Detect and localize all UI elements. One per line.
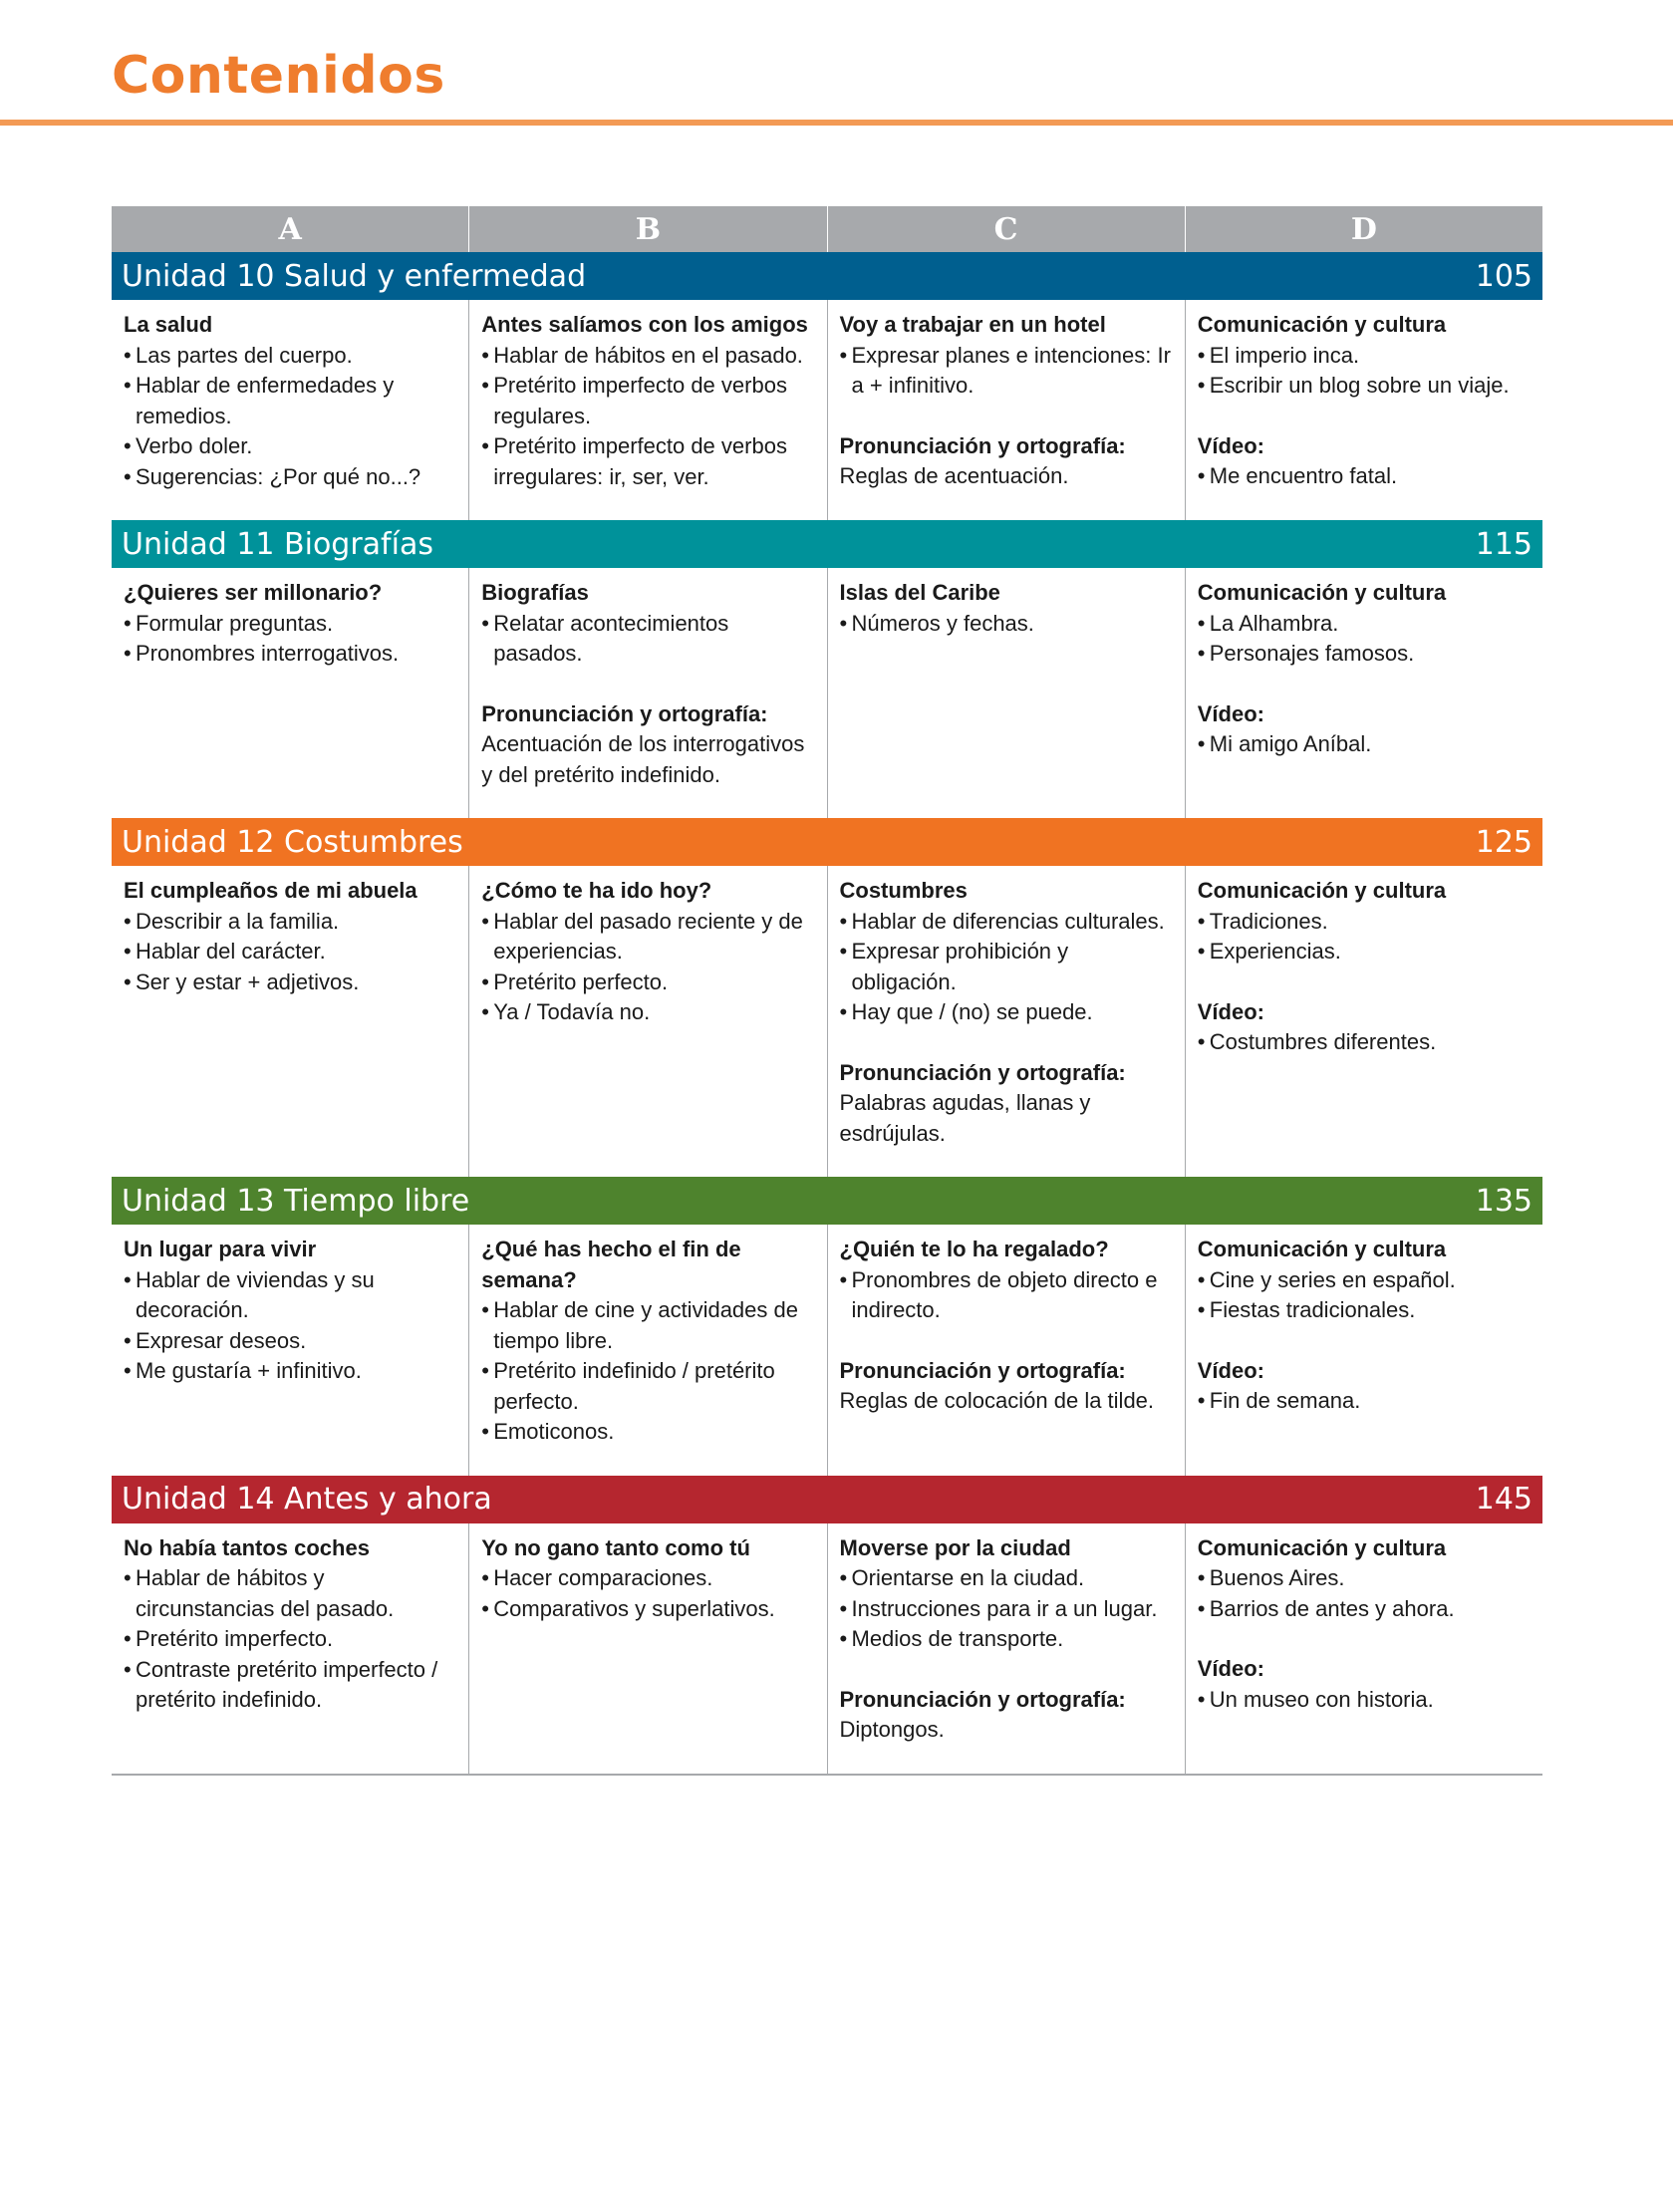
cell-column-c: [827, 568, 1185, 818]
bullet-item: • Hacer comparaciones.: [481, 1563, 814, 1594]
unit-page-number: 105: [1475, 258, 1533, 294]
block-heading: Comunicación y cultura: [1197, 1534, 1447, 1560]
bullet-item: • Me encuentro fatal.: [1198, 461, 1531, 492]
content-block: [840, 1356, 1173, 1417]
unit-content-row: [112, 300, 1542, 520]
unit-section: [112, 520, 1542, 818]
content-block: [840, 1058, 1173, 1150]
block-heading: ¿Quieres ser millonario?: [124, 580, 383, 605]
block-heading: Pronunciación y ortografía:: [839, 1357, 1126, 1383]
block-text: Acentuación de los interrogativos y del pretérito indefinido.: [481, 731, 805, 787]
content-block: [1198, 876, 1531, 968]
bullet-item: • Comparativos y superlativos.: [481, 1594, 814, 1625]
bullet-item: • Un museo con historia.: [1198, 1685, 1531, 1716]
block-heading: ¿Cómo te ha ido hoy?: [481, 878, 712, 903]
bullet-item: • Pretérito imperfecto de verbos irregulares: ir, ser, ver.: [481, 431, 814, 492]
bullet-item: • Hablar de diferencias culturales.: [840, 907, 1173, 938]
bullet-item: • Fiestas tradicionales.: [1198, 1295, 1531, 1326]
block-heading: Costumbres: [839, 878, 968, 903]
bullet-item: • Hablar del carácter.: [124, 937, 456, 968]
column-header-c: C: [827, 206, 1185, 252]
bullet-item: • Expresar prohibición y obligación.: [840, 937, 1173, 997]
bullet-item: • Pretérito imperfecto de verbos regulares.: [481, 371, 814, 431]
bullet-item: • Sugerencias: ¿Por qué no...?: [124, 462, 456, 493]
cell-column-d: [1185, 300, 1542, 520]
unit-content-row: [112, 1523, 1542, 1774]
content-block: [1198, 699, 1531, 760]
content-block: [124, 310, 456, 492]
cell-column-a: [112, 568, 468, 818]
units-list: [112, 252, 1542, 1774]
unit-header-bar: [112, 252, 1542, 300]
content-block: [481, 876, 814, 1028]
bullet-item: • Hablar de hábitos en el pasado.: [481, 341, 814, 372]
unit-content-row: [112, 568, 1542, 818]
block-text: Diptongos.: [839, 1717, 945, 1742]
content-block: [840, 310, 1173, 402]
block-heading: Pronunciación y ortografía:: [839, 1686, 1126, 1712]
cell-column-c: [827, 300, 1185, 520]
content-block: [840, 431, 1173, 492]
block-heading: Moverse por la ciudad: [839, 1534, 1071, 1560]
bullet-item: • La Alhambra.: [1198, 609, 1531, 640]
bullet-item: • Pronombres de objeto directo e indirecto.: [840, 1265, 1173, 1326]
unit-section: [112, 1476, 1542, 1774]
bullet-item: • Instrucciones para ir a un lugar.: [840, 1594, 1173, 1625]
bullet-item: • Tradiciones.: [1198, 907, 1531, 938]
bullet-item: • Cine y series en español.: [1198, 1265, 1531, 1296]
block-heading: ¿Quién te lo ha regalado?: [839, 1237, 1109, 1261]
unit-header-bar: [112, 520, 1542, 568]
block-heading: Pronunciación y ortografía:: [839, 1059, 1126, 1085]
bullet-item: • Ser y estar + adjetivos.: [124, 968, 456, 998]
block-heading: No había tantos coches: [124, 1534, 370, 1560]
content-block: [124, 1235, 456, 1387]
cell-column-a: [112, 1225, 468, 1476]
block-heading: Pronunciación y ortografía:: [481, 700, 768, 726]
cell-column-b: [468, 568, 826, 818]
block-heading: Comunicación y cultura: [1197, 878, 1447, 903]
content-block: [124, 578, 456, 670]
cell-column-a: [112, 866, 468, 1177]
bullet-item: • Medios de transporte.: [840, 1624, 1173, 1655]
block-heading: Voy a trabajar en un hotel: [839, 312, 1106, 337]
block-heading: Un lugar para vivir: [124, 1237, 317, 1261]
content-block: [481, 1235, 814, 1448]
bullet-item: • Orientarse en la ciudad.: [840, 1563, 1173, 1594]
bullet-item: • Hablar de hábitos y circunstancias del pasado.: [124, 1563, 456, 1624]
block-heading: Vídeo:: [1197, 700, 1264, 726]
bullet-item: • Mi amigo Aníbal.: [1198, 729, 1531, 760]
content-block: [124, 876, 456, 997]
cell-column-b: [468, 300, 826, 520]
bullet-item: • Hablar de cine y actividades de tiempo libre.: [481, 1295, 814, 1356]
bullet-item: • Verbo doler.: [124, 431, 456, 462]
unit-title: Unidad 10 Salud y enfermedad: [122, 258, 587, 294]
content-block: [1198, 1533, 1531, 1625]
contents-table: [112, 206, 1542, 1776]
content-block: [1198, 1654, 1531, 1715]
cell-column-c: [827, 866, 1185, 1177]
column-header-d: D: [1185, 206, 1542, 252]
block-heading: Vídeo:: [1197, 1357, 1264, 1383]
block-heading: Pronunciación y ortografía:: [839, 432, 1126, 458]
cell-column-c: [827, 1225, 1185, 1476]
unit-page-number: 145: [1475, 1482, 1533, 1517]
bullet-item: • Pronombres interrogativos.: [124, 639, 456, 670]
block-heading: Islas del Caribe: [839, 580, 1000, 605]
unit-section: [112, 252, 1542, 520]
unit-title: Unidad 14 Antes y ahora: [122, 1482, 492, 1517]
block-heading: Comunicación y cultura: [1197, 312, 1447, 337]
block-heading: Comunicación y cultura: [1197, 580, 1447, 605]
bullet-item: • Hablar del pasado reciente y de experiencias.: [481, 907, 814, 968]
bullet-item: • Personajes famosos.: [1198, 639, 1531, 670]
bullet-item: • Contraste pretérito imperfecto / pretérito indefinido.: [124, 1655, 456, 1716]
cell-column-d: [1185, 1523, 1542, 1774]
content-block: [1198, 578, 1531, 670]
cell-column-c: [827, 1523, 1185, 1774]
unit-header-bar: [112, 1476, 1542, 1523]
bullet-item: • Expresar deseos.: [124, 1326, 456, 1357]
bullet-item: • Escribir un blog sobre un viaje.: [1198, 371, 1531, 402]
column-header-a: A: [278, 211, 302, 247]
cell-column-a: [112, 300, 468, 520]
content-block: [1198, 1356, 1531, 1417]
block-heading: La salud: [124, 312, 213, 337]
bullet-item: • Hablar de viviendas y su decoración.: [124, 1265, 456, 1326]
unit-header-bar: [112, 1177, 1542, 1225]
bullet-item: • Formular preguntas.: [124, 609, 456, 640]
block-text: Reglas de colocación de la tilde.: [839, 1388, 1155, 1413]
bullet-item: • Ya / Todavía no.: [481, 997, 814, 1028]
cell-column-b: [468, 1523, 826, 1774]
block-heading: Antes salíamos con los amigos: [481, 312, 808, 337]
bullet-item: • Expresar planes e intenciones: Ir a + infinitivo.: [840, 341, 1173, 402]
content-block: [840, 1235, 1173, 1326]
bullet-item: • Pretérito imperfecto.: [124, 1624, 456, 1655]
content-block: [840, 578, 1173, 639]
bullet-item: • Emoticonos.: [481, 1417, 814, 1448]
content-block: [1198, 997, 1531, 1058]
bullet-item: • Experiencias.: [1198, 937, 1531, 968]
bullet-item: • Describir a la familia.: [124, 907, 456, 938]
unit-page-number: 135: [1475, 1183, 1533, 1219]
content-block: [840, 1533, 1173, 1655]
cell-column-d: [1185, 866, 1542, 1177]
bullet-item: • Buenos Aires.: [1198, 1563, 1531, 1594]
unit-content-row: [112, 1225, 1542, 1476]
content-block: [840, 876, 1173, 1028]
content-block: [1198, 431, 1531, 492]
content-block: [1198, 310, 1531, 402]
bullet-item: • Hablar de enfermedades y remedios.: [124, 371, 456, 431]
block-text: Palabras agudas, llanas y esdrújulas.: [839, 1090, 1091, 1146]
block-heading: ¿Qué has hecho el fin de semana?: [481, 1237, 741, 1292]
content-block: [124, 1533, 456, 1716]
content-block: [481, 1533, 814, 1625]
page-title: Contenidos: [112, 46, 445, 106]
bullet-item: • Pretérito perfecto.: [481, 968, 814, 998]
content-block: [481, 578, 814, 670]
block-heading: Vídeo:: [1197, 998, 1264, 1024]
unit-title: Unidad 11 Biografías: [122, 526, 433, 562]
cell-column-b: [468, 866, 826, 1177]
column-header-row: [112, 206, 1542, 252]
block-heading: Biografías: [481, 580, 589, 605]
column-header-b: B: [468, 206, 826, 252]
block-heading: El cumpleaños de mi abuela: [124, 878, 418, 903]
bullet-item: • Relatar acontecimientos pasados.: [481, 609, 814, 670]
bullet-item: • Pretérito indefinido / pretérito perfecto.: [481, 1356, 814, 1417]
block-heading: Vídeo:: [1197, 1656, 1264, 1681]
unit-page-number: 125: [1475, 824, 1533, 860]
block-text: Reglas de acentuación.: [839, 463, 1069, 488]
block-heading: Vídeo:: [1197, 432, 1264, 458]
content-block: [1198, 1235, 1531, 1326]
bullet-item: • Las partes del cuerpo.: [124, 341, 456, 372]
unit-title: Unidad 13 Tiempo libre: [122, 1183, 470, 1219]
cell-column-a: [112, 1523, 468, 1774]
bullet-item: • El imperio inca.: [1198, 341, 1531, 372]
block-heading: Comunicación y cultura: [1197, 1237, 1447, 1261]
cell-column-d: [1185, 1225, 1542, 1476]
content-block: [840, 1685, 1173, 1746]
cell-column-d: [1185, 568, 1542, 818]
unit-content-row: [112, 866, 1542, 1177]
content-block: [481, 310, 814, 492]
bottom-rule: [112, 1774, 1542, 1776]
bullet-item: • Fin de semana.: [1198, 1386, 1531, 1417]
unit-title: Unidad 12 Costumbres: [122, 824, 463, 860]
unit-header-bar: [112, 818, 1542, 866]
content-block: [481, 699, 814, 791]
bullet-item: • Barrios de antes y ahora.: [1198, 1594, 1531, 1625]
title-rule: [0, 120, 1673, 126]
bullet-item: • Hay que / (no) se puede.: [840, 997, 1173, 1028]
unit-page-number: 115: [1475, 526, 1533, 562]
bullet-item: • Costumbres diferentes.: [1198, 1027, 1531, 1058]
cell-column-b: [468, 1225, 826, 1476]
unit-section: [112, 1177, 1542, 1476]
bullet-item: • Números y fechas.: [840, 609, 1173, 640]
block-heading: Yo no gano tanto como tú: [481, 1534, 750, 1560]
unit-section: [112, 818, 1542, 1177]
bullet-item: • Me gustaría + infinitivo.: [124, 1356, 456, 1387]
